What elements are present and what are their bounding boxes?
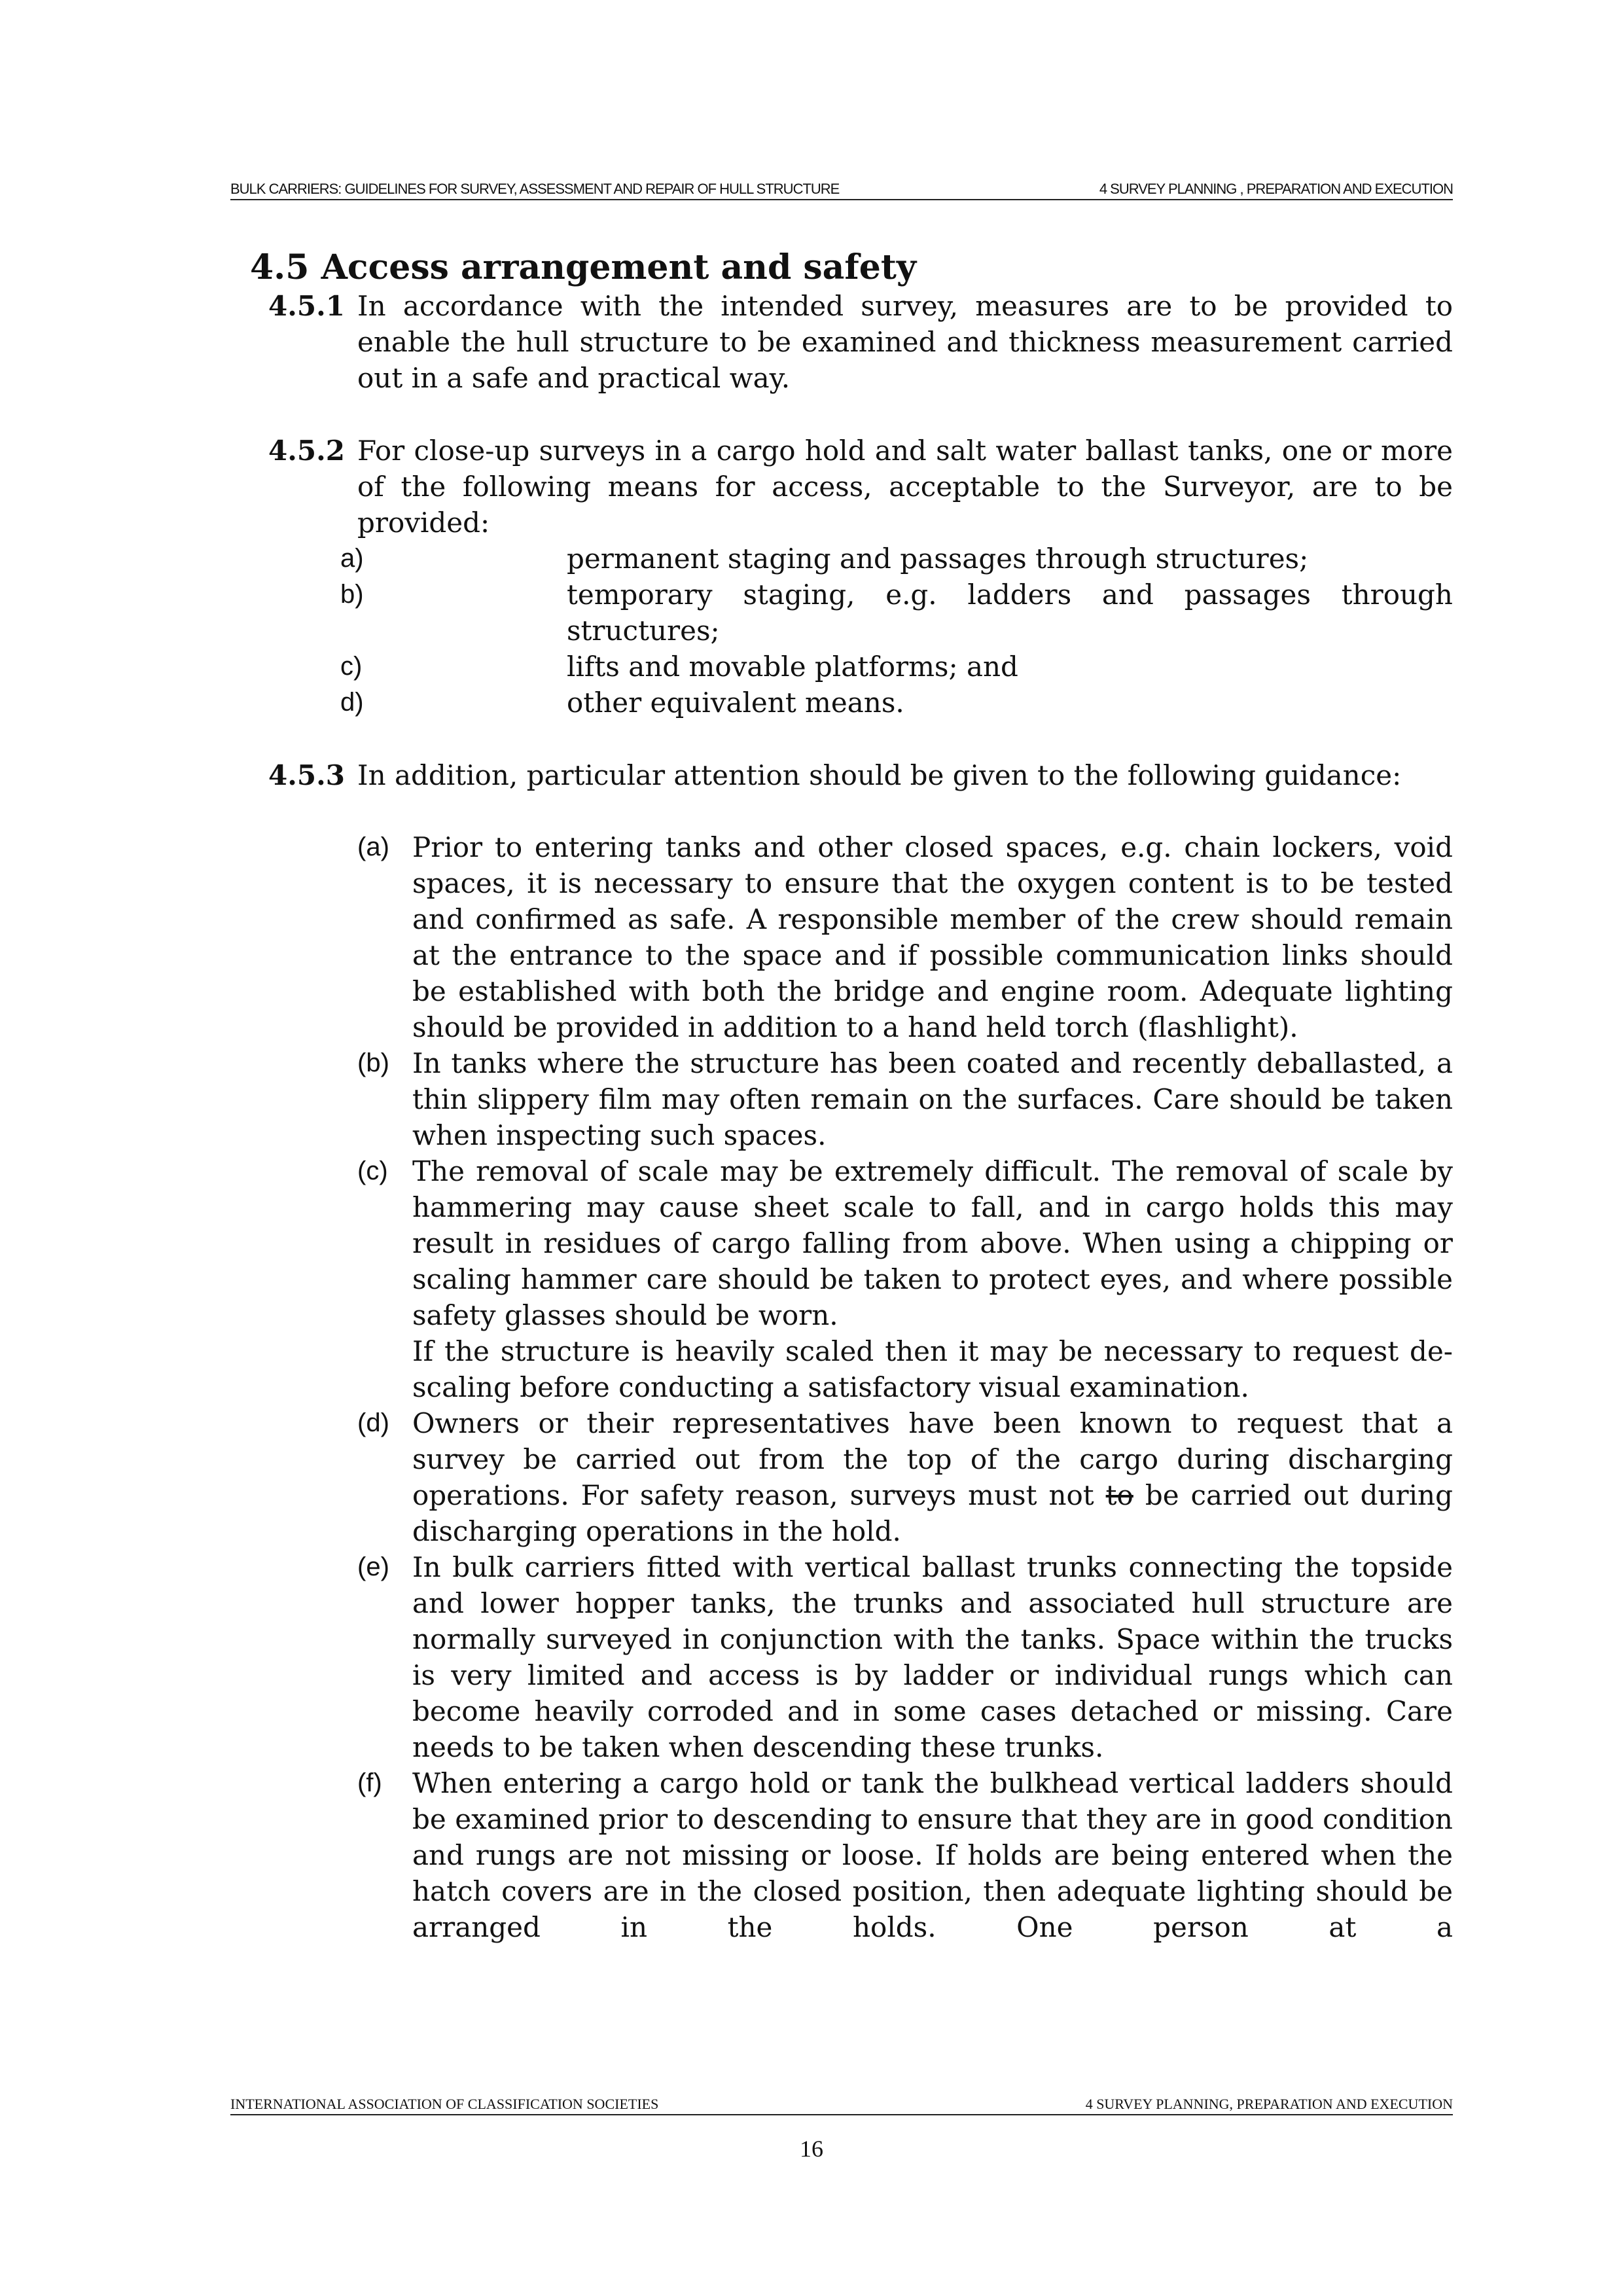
list-item-text: lifts and movable platforms; and: [567, 651, 1018, 683]
guidance-list: [357, 829, 1453, 1945]
paragraph-4-5-1: [268, 288, 1453, 396]
paragraph-number: 4.5.1: [268, 290, 345, 322]
paragraph-text: In addition, particular attention should be given to the following guidance:: [357, 759, 1402, 791]
list-marker: a): [340, 544, 364, 573]
list-marker: (b): [357, 1049, 389, 1077]
paragraph-text: In accordance with the intended survey, measures are to be provided to enable the hull structure to be examined and thickness measurement carried out in a safe and practical way.: [357, 290, 1453, 394]
section-title: 4.5 Access arrangement and safety: [250, 247, 917, 287]
list-item: [340, 577, 1453, 649]
list-marker: (a): [357, 833, 389, 861]
header-document-title: BULK CARRIERS: GUIDELINES FOR SURVEY, ASSESSMENT AND REPAIR OF HULL STRUCTURE: [230, 181, 840, 197]
list-item: [357, 1765, 1453, 1945]
paragraph-number: 4.5.3: [268, 759, 345, 791]
list-item: [340, 649, 1453, 685]
access-means-list: [340, 541, 1453, 721]
header-chapter-title: 4 SURVEY PLANNING , PREPARATION AND EXECUTION: [1099, 181, 1453, 197]
list-item-text: [412, 1405, 1453, 1549]
list-marker: (e): [357, 1552, 389, 1581]
list-item-continuation: If the structure is heavily scaled then it may be necessary to request de-scaling before conducting a satisfactory visual examination.: [412, 1335, 1453, 1403]
list-item-text: permanent staging and passages through structures;: [567, 543, 1309, 575]
page-number: 16: [800, 2136, 823, 2162]
page-header: [230, 177, 1453, 200]
paragraph-4-5-2: [268, 433, 1453, 541]
list-item: [357, 1045, 1453, 1153]
list-marker: (c): [357, 1157, 388, 1185]
list-item: [357, 829, 1453, 1045]
list-item-text: temporary staging, e.g. ladders and passages through structures;: [567, 579, 1453, 647]
list-marker: b): [340, 580, 364, 609]
paragraph-4-5-3: [268, 757, 1453, 793]
paragraph-text: For close-up surveys in a cargo hold and salt water ballast tanks, one or more of the following means for access, acceptable to the Surveyor, are to be provided:: [357, 435, 1453, 539]
struck-word: to: [1105, 1479, 1133, 1511]
list-marker: c): [340, 652, 363, 681]
list-item-text: other equivalent means.: [567, 687, 904, 719]
list-marker: (d): [357, 1408, 389, 1437]
footer-chapter-title: 4 SURVEY PLANNING, PREPARATION AND EXECUTION: [1085, 2096, 1453, 2112]
list-item: [357, 1405, 1453, 1549]
list-item-text: The removal of scale may be extremely difficult. The removal of scale by hammering may cause sheet scale to fall, and in cargo holds this may result in residues of cargo falling from above. When using a chipping or scaling hammer care should be taken to protect eyes, and where possible safety glasses should be worn.: [412, 1155, 1453, 1331]
list-item: [357, 1153, 1453, 1405]
list-item: [340, 541, 1453, 577]
page-footer: [230, 2094, 1453, 2115]
paragraph-number: 4.5.2: [268, 435, 345, 467]
list-item-text: In bulk carriers fitted with vertical ballast trunks connecting the topside and lower hopper tanks, the trunks and associated hull structure are normally surveyed in conjunction with the tanks. Space within the trucks is very limited and access is by ladder or individual rungs which can become heavily corroded and in some cases detached or missing. Care needs to be taken when descending these trunks.: [412, 1551, 1453, 1763]
list-marker: d): [340, 688, 364, 717]
text-segment: Owners or their representatives have been known to request that a survey be carried out from the top of the cargo during discharging operations. For safety reason, surveys must not: [412, 1407, 1453, 1511]
list-item-text: In tanks where the structure has been coated and recently deballasted, a thin slippery film may often remain on the surfaces. Care should be taken when inspecting such spaces.: [412, 1047, 1453, 1151]
list-marker: (f): [357, 1768, 382, 1797]
list-item: [357, 1549, 1453, 1765]
text-segment: be carried out during discharging operations in the hold.: [412, 1479, 1453, 1547]
list-item-text: When entering a cargo hold or tank the bulkhead vertical ladders should be examined prior to descending to ensure that they are in good condition and rungs are not missing or loose. If holds are being entered when the hatch covers are in the closed position, then adequate lighting should be arranged in the holds. One person at a: [412, 1767, 1453, 1943]
list-item: [340, 685, 1453, 721]
footer-organization: INTERNATIONAL ASSOCIATION OF CLASSIFICATION SOCIETIES: [230, 2096, 659, 2112]
list-item-text: Prior to entering tanks and other closed spaces, e.g. chain lockers, void spaces, it is necessary to ensure that the oxygen content is to be tested and confirmed as safe. A responsible member of the crew should remain at the entrance to the space and if possible communication links should be established with both the bridge and engine room. Adequate lighting should be provided in addition to a hand held torch (flashlight).: [412, 831, 1453, 1043]
